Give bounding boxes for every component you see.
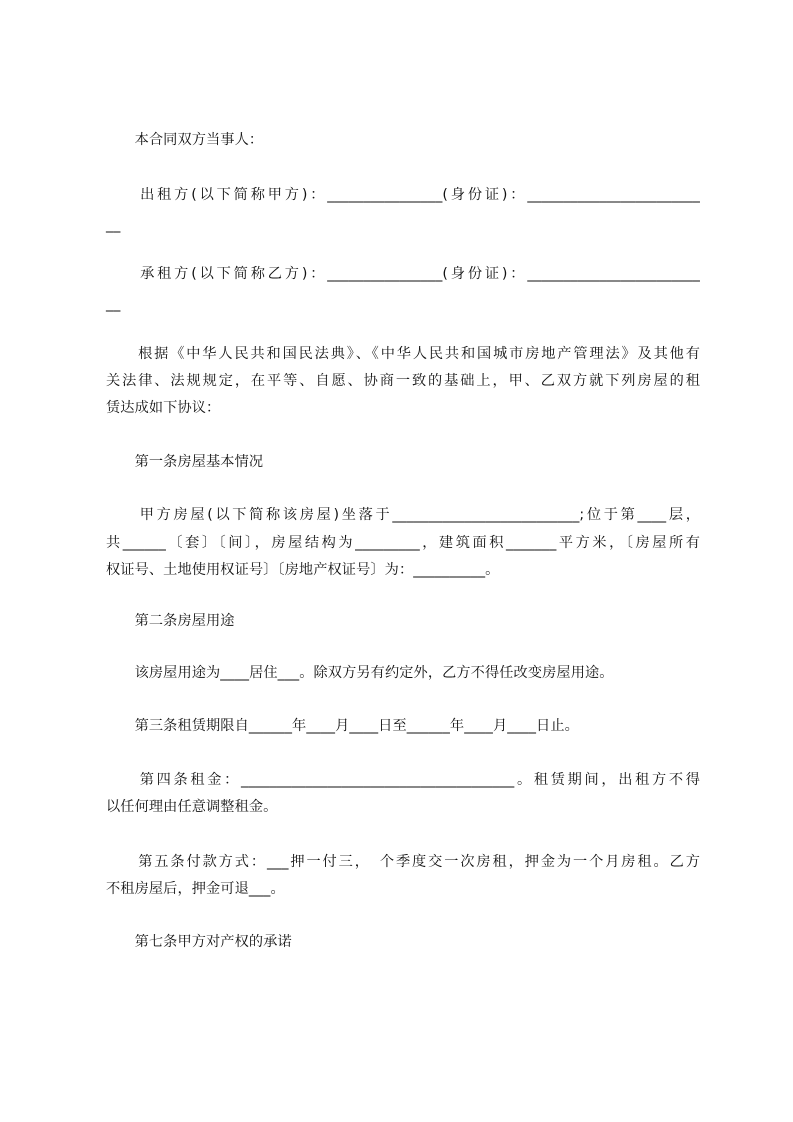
lessor-line-continuation: __ bbox=[106, 217, 121, 233]
lessee-line: 承租方(以下简称乙方)：________________(身份证)：________________________ bbox=[106, 266, 700, 282]
article-7-heading: 第七条甲方对产权的承诺 bbox=[106, 934, 292, 950]
article-5-line-1: 第五条付款方式：___押一付三， 个季度交一次房租，押金为一个月房租。乙方 bbox=[106, 854, 700, 870]
preamble-line-1: 根据《中华人民共和国民法典》、《中华人民共和国城市房地产管理法》及其他有 bbox=[106, 346, 700, 362]
article-4-line-2: 以任何理由任意调整租金。 bbox=[106, 799, 278, 815]
article-2-heading: 第二条房屋用途 bbox=[106, 613, 235, 629]
article-1-line-1: 甲方房屋(以下简称该房屋)坐落于__________________________;位于第____层， bbox=[106, 507, 700, 523]
lessor-line: 出租方(以下简称甲方)：________________(身份证)：________________________ bbox=[106, 187, 700, 203]
parties-heading: 本合同双方当事人： bbox=[106, 132, 264, 148]
article-4-line-1: 第四条租金：______________________________________。租赁期间，出租方不得 bbox=[106, 772, 700, 788]
lessee-line-continuation: __ bbox=[106, 296, 121, 312]
preamble-line-2: 关法律、法规规定，在平等、自愿、协商一致的基础上，甲、乙双方就下列房屋的租 bbox=[106, 373, 700, 389]
article-1-heading: 第一条房屋基本情况 bbox=[106, 454, 264, 470]
preamble-line-3: 赁达成如下协议： bbox=[106, 400, 221, 416]
article-1-line-2: 共______〔套〕〔间〕，房屋结构为_________，建筑面积_______平方米，〔房屋所有 bbox=[106, 535, 700, 551]
article-5-line-2: 不租房屋后，押金可退___。 bbox=[106, 881, 285, 897]
article-2-text: 该房屋用途为____居住___。除双方另有约定外，乙方不得任改变房屋用途。 bbox=[106, 665, 614, 681]
article-1-line-3: 权证号、土地使用权证号〕〔房地产权证号〕为：__________。 bbox=[106, 562, 500, 578]
article-3-text: 第三条租赁期限自______年____月____日至______年____月____日止。 bbox=[106, 718, 579, 734]
